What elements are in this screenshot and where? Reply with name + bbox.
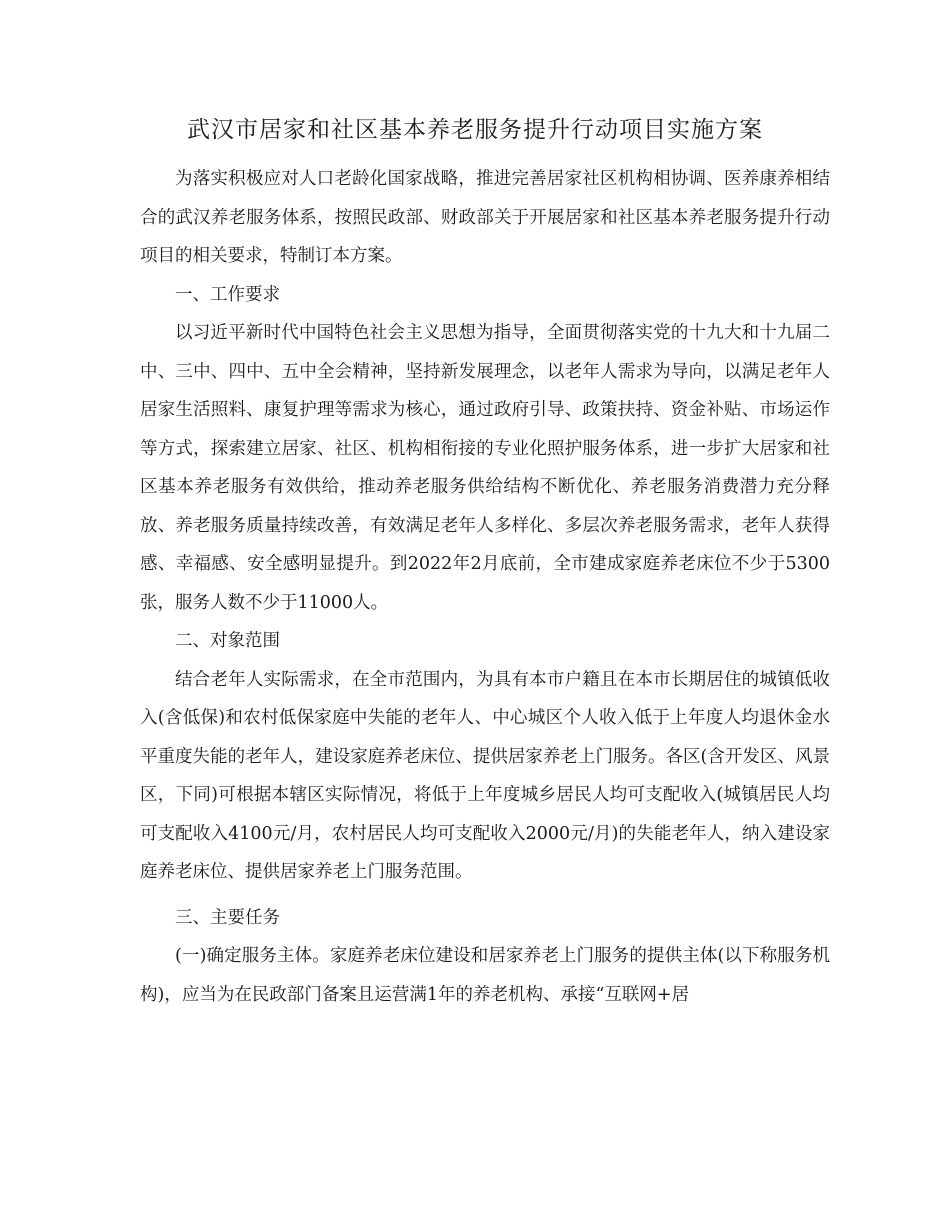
document-title: 武汉市居家和社区基本养老服务提升行动项目实施方案 bbox=[187, 117, 763, 143]
document-body bbox=[140, 160, 830, 1014]
intro-paragraph: 为落实积极应对人口老龄化国家战略，推进完善居家社区机构相协调、医养康养相结合的武汉养老服务体系，按照民政部、财政部关于开展居家和社区基本养老服务提升行动项目的相关要求，特制订本方案。 bbox=[140, 169, 830, 266]
section-heading-target-scope: 二、对象范围 bbox=[175, 631, 280, 651]
target-scope-paragraph: 结合老年人实际需求，在全市范围内，为具有本市户籍且在本市长期居住的城镇低收入(含低保)和农村低保家庭中失能的老年人、中心城区个人收入低于上年度人均退休金水平重度失能的老年人，建设家庭养老床位、提供居家养老上门服务。各区(含开发区、风景区，下同)可根据本辖区实际情况，将低于上年度城乡居民人均可支配收入(城镇居民人均可支配收入4100元/月，农村居民人均可支配收入2000元/月)的失能老年人，纳入建设家庭养老床位、提供居家养老上门服务范围。 bbox=[140, 669, 830, 882]
work-requirements-paragraph: 以习近平新时代中国特色社会主义思想为指导，全面贯彻落实党的十九大和十九届二中、三中、四中、五中全会精神，坚持新发展理念，以老年人需求为导向，以满足老年人居家生活照料、康复护理等需求为核心，通过政府引导、政策扶持、资金补贴、市场运作等方式，探索建立居家、社区、机构相衔接的专业化照护服务体系，进一步扩大居家和社区基本养老服务有效供给，推动养老服务供给结构不断优化、养老服务消费潜力充分释放、养老服务质量持续改善，有效满足老年人多样化、多层次养老服务需求，老年人获得感、幸福感、安全感明显提升。到2022年2月底前，全市建成家庭养老床位不少于5300张，服务人数不少于11000人。 bbox=[140, 323, 830, 613]
section-heading-main-tasks: 三、主要任务 bbox=[175, 907, 280, 928]
section-heading-work-requirements: 一、工作要求 bbox=[175, 284, 280, 305]
main-tasks-paragraph: (一)确定服务主体。家庭养老床位建设和居家养老上门服务的提供主体(以下称服务机构)，应当为在民政部门备案且运营满1年的养老机构、承接“互联网+居 bbox=[140, 946, 830, 1005]
